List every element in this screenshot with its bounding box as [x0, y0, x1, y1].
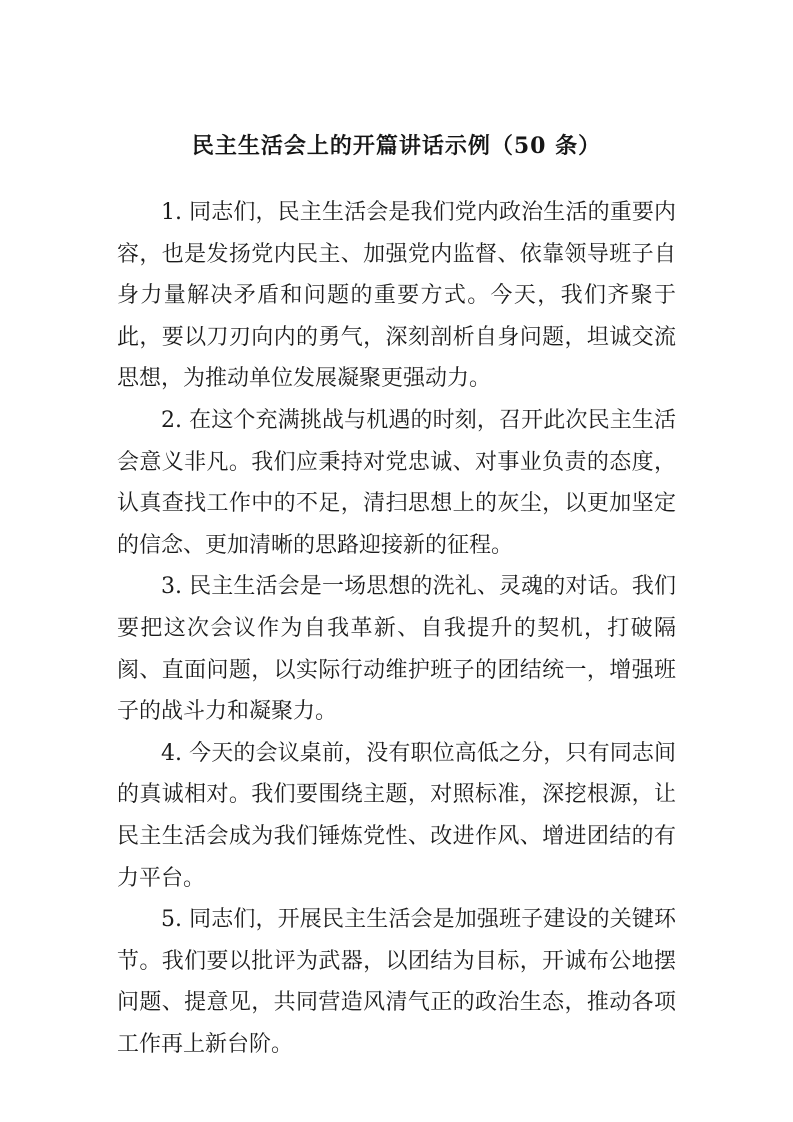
paragraph-3: 3. 民主生活会是一场思想的洗礼、灵魂的对话。我们要把这次会议作为自我革新、自我提升的契机，打破隔阂、直面问题，以实际行动维护班子的团结统一，增强班子的战斗力和凝聚力。 [117, 574, 676, 725]
paragraph-5: 5. 同志们，开展民主生活会是加强班子建设的关键环节。我们要以批评为武器，以团结为目标，开诚布公地摆问题、提意见，共同营造风清气正的政治生态，推动各项工作再上新台阶。 [117, 907, 676, 1057]
paragraph-2: 2. 在这个充满挑战与机遇的时刻，召开此次民主生活会意义非凡。我们应秉持对党忠诚、对事业负责的态度，认真查找工作中的不足，清扫思想上的灰尘，以更加坚定的信念、更加清晰的思路迎接新的征程。 [117, 407, 676, 558]
document-body [117, 192, 676, 1065]
paragraph-4: 4. 今天的会议桌前，没有职位高低之分，只有同志间的真诚相对。我们要围绕主题，对照标准，深挖根源，让民主生活会成为我们锤炼党性、改进作风、增进团结的有力平台。 [117, 740, 676, 891]
document-title: 民主生活会上的开篇讲话示例（50 条） [191, 133, 602, 159]
paragraph-1: 1. 同志们，民主生活会是我们党内政治生活的重要内容，也是发扬党内民主、加强党内监督、依靠领导班子自身力量解决矛盾和问题的重要方式。今天，我们齐聚于此，要以刀刃向内的勇气，深刻剖析自身问题，坦诚交流思想，为推动单位发展凝聚更强动力。 [117, 200, 676, 392]
